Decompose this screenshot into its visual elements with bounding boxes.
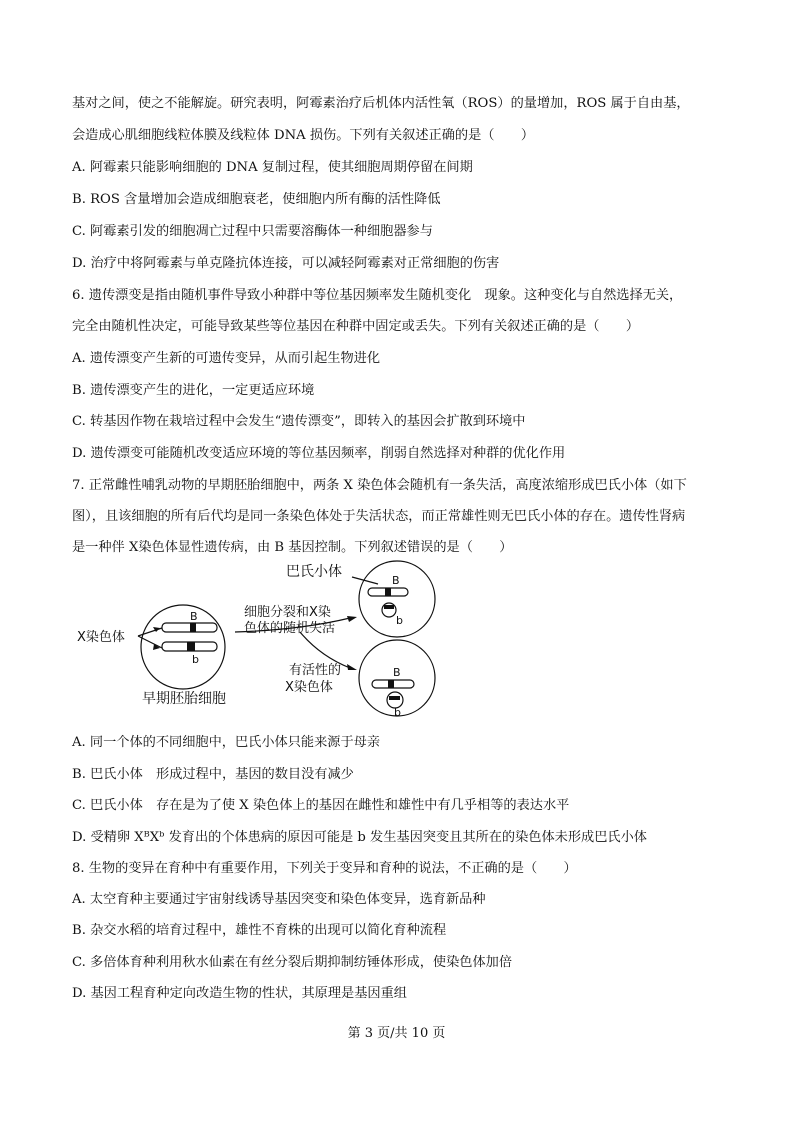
q7-option-c: C. 巴氏小体 存在是为了使 X 染色体上的基因在雌性和雄性中有几乎相等的表达水平 [72, 798, 570, 813]
q7-stem-line-1: 7. 正常雌性哺乳动物的早期胚胎细胞中，两条 X 染色体会随机有一条失活，高度浓缩形成巴氏小体（如下 [72, 478, 687, 493]
q7-stem-line-3: 是一种伴 X染色体显性遗传病，由 B 基因控制。下列叙述错误的是（ ） [72, 540, 513, 555]
process-label-2: 色体的随机失活 [244, 621, 336, 636]
q6-option-d: D. 遗传漂变可能随机改变适应环境的等位基因频率，削弱自然选择对种群的优化作用 [72, 446, 566, 461]
q5-stem-line-2: 会造成心肌细胞线粒体膜及线粒体 DNA 损伤。下列有关叙述正确的是（ ） [72, 128, 535, 143]
q8-option-c: C. 多倍体育种利用秋水仙素在有丝分裂后期抑制纺锤体形成，使染色体加倍 [72, 955, 513, 970]
barr-gene-b: b [396, 614, 403, 627]
q6-option-a: A. 遗传漂变产生新的可遗传变异，从而引起生物进化 [72, 351, 381, 366]
q5-stem-line-1: 基对之间，使之不能解旋。研究表明，阿霉素治疗后机体内活性氧（ROS）的量增加，ROS 属于自由基， [72, 96, 690, 111]
process-label-1: 细胞分裂和X染 [244, 605, 331, 620]
x-chromosome-label: X染色体 [77, 630, 125, 645]
q5-option-d: D. 治疗中将阿霉素与单克隆抗体连接，可以减轻阿霉素对正常细胞的伤害 [72, 256, 500, 271]
active-x-label-2: X染色体 [285, 680, 333, 695]
barr-body-diagram [0, 560, 793, 720]
q8-option-a: A. 太空育种主要通过宇宙射线诱导基因突变和染色体变异，选育新品种 [72, 892, 486, 907]
q6-option-c: C. 转基因作物在栽培过程中会发生“遗传漂变”，即转入的基因会扩散到环境中 [72, 414, 526, 429]
active-gene-B: B [393, 666, 401, 679]
page-footer: 第 3 页/共 10 页 [347, 1026, 446, 1041]
barr-body-label: 巴氏小体 [286, 564, 342, 580]
q7-option-a: A. 同一个体的不同细胞中，巴氏小体只能来源于母亲 [72, 735, 381, 750]
q6-stem-line-2: 完全由随机性决定，可能导致某些等位基因在种群中固定或丢失。下列有关叙述正确的是（ ） [72, 319, 640, 334]
q7-stem-line-2: 图），且该细胞的所有后代均是同一条染色体处于失活状态，而正常雄性则无巴氏小体的存在。遗传性肾病 [72, 509, 686, 524]
early-gene-b: b [192, 653, 199, 666]
q8-option-d: D. 基因工程育种定向改造生物的性状，其原理是基因重组 [72, 986, 407, 1001]
active-x-label-1: 有活性的 [289, 663, 342, 678]
q8-stem-line-1: 8. 生物的变异在育种中有重要作用，下列关于变异和育种的说法，不正确的是（ ） [72, 861, 577, 876]
q5-option-c: C. 阿霉素引发的细胞凋亡过程中只需要溶酶体一种细胞器参与 [72, 224, 433, 239]
barr-gene-B: B [392, 574, 400, 587]
q5-option-b: B. ROS 含量增加会造成细胞衰老，使细胞内所有酶的活性降低 [72, 192, 441, 207]
early-cell-label: 早期胚胎细胞 [142, 691, 226, 707]
q6-option-b: B. 遗传漂变产生的进化，一定更适应环境 [72, 383, 315, 398]
q8-option-b: B. 杂交水稻的培育过程中，雄性不育株的出现可以简化育种流程 [72, 923, 447, 938]
active-gene-b: b [394, 706, 401, 719]
q5-option-a: A. 阿霉素只能影响细胞的 DNA 复制过程，使其细胞周期停留在间期 [72, 160, 473, 175]
early-gene-B: B [190, 610, 198, 623]
q7-option-d: D. 受精卵 XᴮXᵇ 发育出的个体患病的原因可能是 b 发生基因突变且其所在的染色体未形成巴氏小体 [72, 830, 647, 845]
q7-option-b: B. 巴氏小体 形成过程中，基因的数目没有减少 [72, 767, 354, 782]
q6-stem-line-1: 6. 遗传漂变是指由随机事件导致小种群中等位基因频率发生随机变化 现象。这种变化与自然选择无关， [72, 288, 683, 303]
